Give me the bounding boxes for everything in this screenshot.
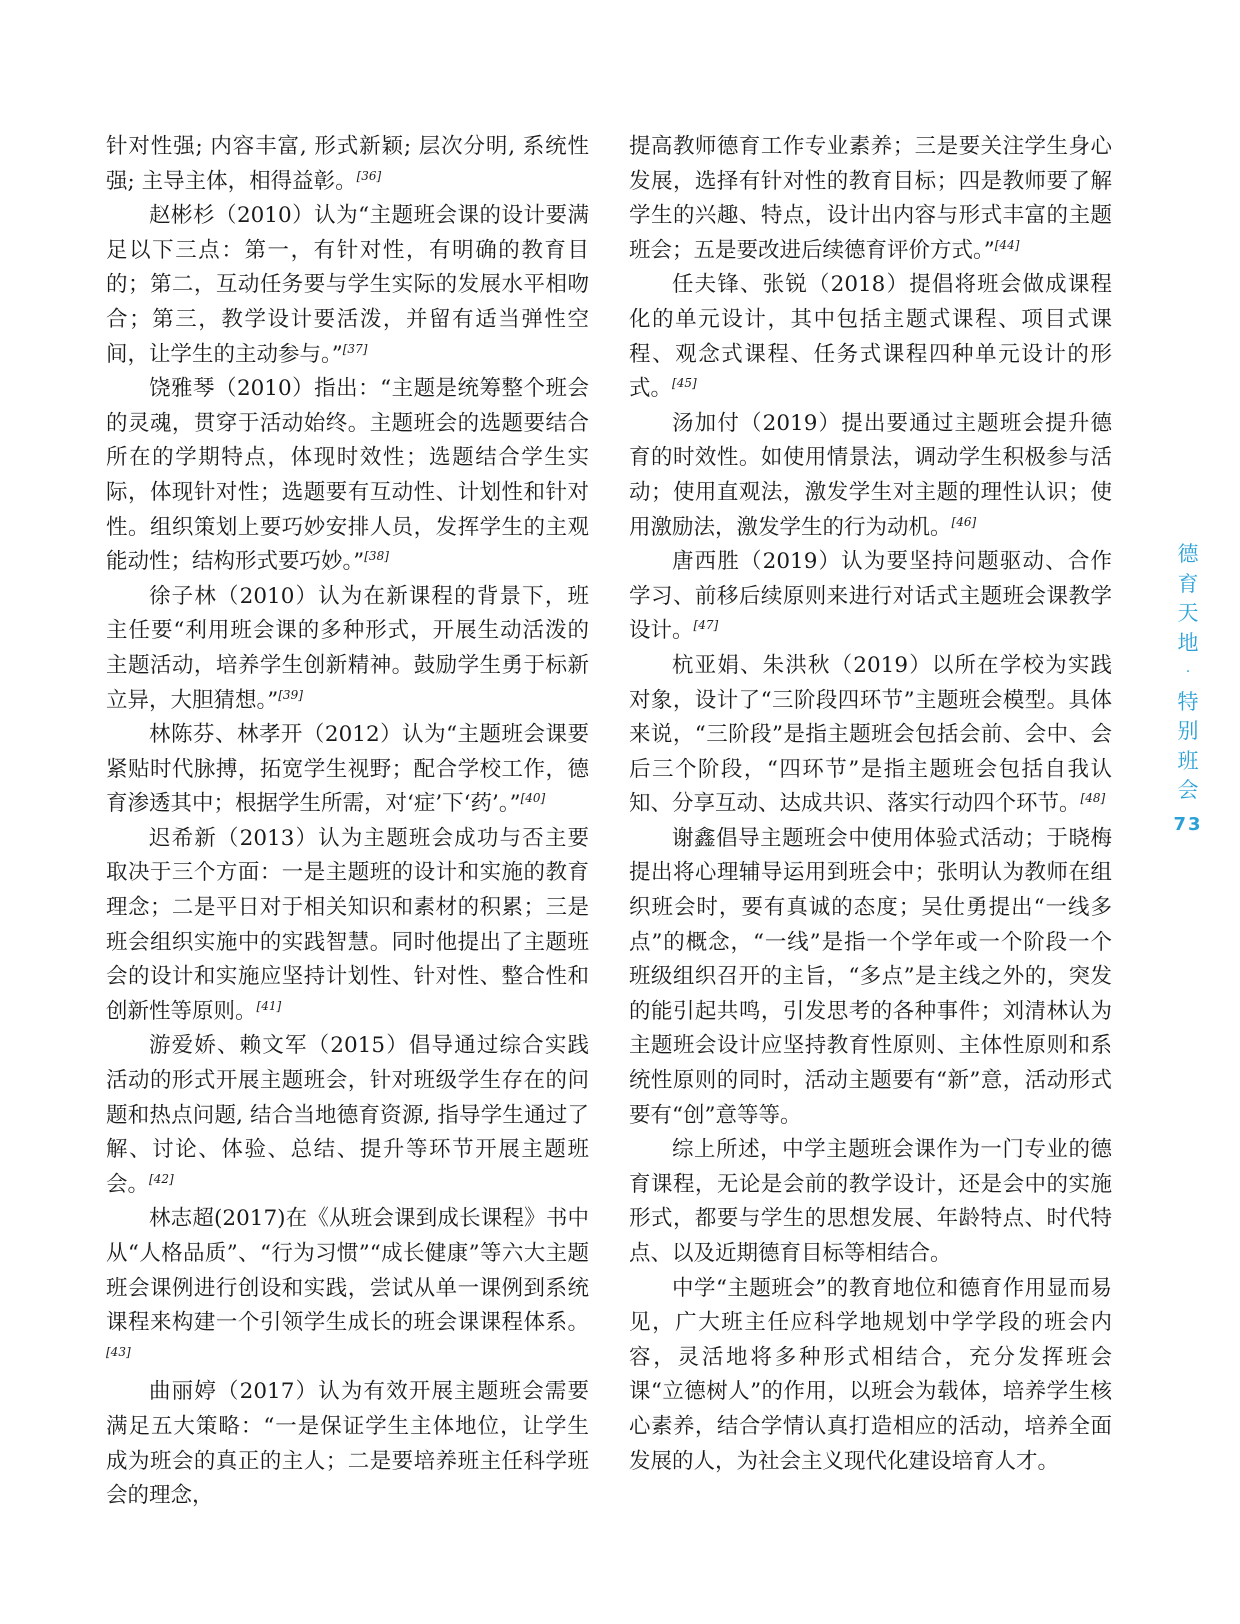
paragraph-text: 任夫锋、张锐（2018）提倡将班会做成课程化的单元设计，其中包括主题式课程、项目式课程、观念式课程、任务式课程四种单元设计的形式。 — [629, 272, 1112, 402]
paragraph-text: 杭亚娟、朱洪秋（2019）以所在学校为实践对象，设计了“三阶段四环节”主题班会模型。具体来说，“三阶段”是指主题班会包括会前、会中、会后三个阶段，“四环节”是指主题班会包括自我认知、分享互动、达成共识、落实行动四个环节。 — [629, 652, 1112, 817]
paragraph-text: 徐子林（2010）认为在新课程的背景下，班主任要“利用班会课的多种形式，开展生动活泼的主题活动，培养学生创新精神。鼓励学生勇于标新立异，大胆猜想。” — [106, 583, 589, 713]
paragraph-text: 综上所述，中学主题班会课作为一门专业的德育课程，无论是会前的教学设计，还是会中的实施形式，都要与学生的思想发展、年龄特点、时代特点、以及近期德育目标等相结合。 — [629, 1137, 1112, 1266]
citation-ref: [38] — [364, 549, 389, 564]
left-paragraph — [106, 580, 589, 718]
section-side-label — [1168, 540, 1208, 835]
right-paragraph — [629, 822, 1112, 1133]
citation-ref: [45] — [672, 376, 697, 391]
right-paragraph — [629, 407, 1112, 545]
paragraph-text: 针对性强; 内容丰富, 形式新颖; 层次分明, 系统性强; 主导主体，相得益彰。 — [106, 134, 589, 194]
right-paragraph — [629, 545, 1112, 649]
citation-ref: [42] — [149, 1171, 174, 1186]
left-paragraph — [106, 1375, 589, 1513]
paragraph-text: 迟希新（2013）认为主题班会成功与否主要取决于三个方面：一是主题班的设计和实施的教育理念；二是平日对于相关知识和素材的积累；三是班会组织实施中的实践智慧。同时他提出了主题班会的设计和实施应坚持计划性、针对性、整合性和创新性等原则。 — [106, 825, 589, 1024]
section-title-vertical — [1168, 540, 1208, 806]
right-paragraph — [629, 1272, 1112, 1480]
left-paragraph — [106, 1029, 589, 1202]
paragraph-text: 赵彬杉（2010）认为“主题班会课的设计要满足以下三点：第一，有针对性，有明确的教育目的；第二，互动任务要与学生实际的发展水平相吻合；第三，教学设计要活泼，并留有适当弹性空间，让学生的主动参与。” — [106, 203, 589, 367]
section-title-char: 会 — [1177, 778, 1199, 802]
paragraph-text: 唐西胜（2019）认为要坚持问题驱动、合作学习、前移后续原则来进行对话式主题班会课教学设计。 — [629, 549, 1112, 644]
paragraph-text: 谢鑫倡导主题班会中使用体验式活动；于晓梅提出将心理辅导运用到班会中；张明认为教师在组织班会时，要有真诚的态度；吴仕勇提出“一线多点”的概念，“一线”是指一个学年或一个阶段一个班级组织召开的主旨，“多点”是主线之外的，突发的能引起共鸣，引发思考的各种事件；刘清林认为主题班会设计应坚持教育性原则、主体性原则和系统性原则的同时，活动主题要有“新”意，活动形式要有“创”意等等。 — [629, 825, 1112, 1128]
section-title-char: 特 — [1177, 689, 1199, 714]
section-title-char: · — [1185, 664, 1191, 680]
section-title-char: 别 — [1177, 719, 1199, 743]
paragraph-text: 汤加付（2019）提出要通过主题班会提升德育的时效性。如使用情景法，调动学生积极参与活动；使用直观法，激发学生对主题的理性认识；使用激励法，激发学生的行为动机。 — [629, 410, 1112, 540]
citation-ref: [43] — [106, 1344, 131, 1359]
citation-ref: [46] — [951, 514, 977, 529]
citation-ref: [41] — [256, 998, 282, 1013]
paragraph-text: 曲丽婷（2017）认为有效开展主题班会需要满足五大策略：“一是保证学生主体地位，让学生成为班会的真正的主人；二是要培养班主任科学班会的理念， — [106, 1379, 589, 1509]
left-paragraph — [106, 130, 589, 199]
citation-ref: [40] — [520, 791, 546, 806]
citation-ref: [36] — [356, 168, 382, 183]
citation-ref: [47] — [693, 618, 719, 633]
right-column — [629, 130, 1112, 1479]
paragraph-text: 中学“主题班会”的教育地位和德育作用显而易见，广大班主任应科学地规划中学学段的班会内容，灵活地将多种形式相结合，充分发挥班会课“立德树人”的作用，以班会为载体，培养学生核心素养，结合学情认真打造相应的活动，培养全面发展的人，为社会主义现代化建设培育人才。 — [629, 1275, 1112, 1474]
left-paragraph — [106, 718, 589, 822]
section-title-char: 天 — [1177, 601, 1199, 625]
left-paragraph — [106, 822, 589, 1030]
left-column — [106, 130, 589, 1514]
citation-ref: [39] — [278, 687, 303, 702]
section-title-char: 德 — [1177, 542, 1199, 566]
left-paragraph — [106, 199, 589, 372]
citation-ref: [48] — [1080, 791, 1106, 806]
right-paragraph — [629, 649, 1112, 822]
paragraph-text: 饶雅琴（2010）指出：“主题是统筹整个班会的灵魂，贯穿于活动始终。主题班会的选题要结合所在的学期特点，体现时效性；选题结合学生实际，体现针对性；选题要有互动性、计划性和针对性。组织策划上要巧妙安排人员，发挥学生的主观能动性；结构形式要巧妙。” — [106, 376, 589, 575]
left-paragraph — [106, 372, 589, 580]
section-title-char: 育 — [1177, 571, 1199, 596]
citation-ref: [44] — [994, 237, 1020, 252]
paragraph-text: 游爱娇、赖文军（2015）倡导通过综合实践活动的形式开展主题班会，针对班级学生存在的问题和热点问题, 结合当地德育资源, 指导学生通过了解、讨论、体验、总结、提升等环节开展主题班会。 — [106, 1033, 589, 1197]
section-title-char: 地 — [1177, 630, 1199, 655]
citation-ref: [37] — [342, 341, 368, 356]
right-paragraph — [629, 130, 1112, 268]
paragraph-text: 林志超(2017)在《从班会课到成长课程》书中从“人格品质”、“行为习惯”“成长健康”等六大主题班会课例进行创设和实践，尝试从单一课例到系统课程来构建一个引领学生成长的班会课课程体系。 — [106, 1206, 589, 1336]
paragraph-text: 林陈芬、林孝开（2012）认为“主题班会课要紧贴时代脉搏，拓宽学生视野；配合学校工作，德育渗透其中；根据学生所需，对‘症’下‘药’。” — [106, 722, 589, 817]
section-title-char: 班 — [1177, 748, 1199, 773]
right-paragraph — [629, 1133, 1112, 1271]
right-paragraph — [629, 268, 1112, 406]
left-paragraph — [106, 1202, 589, 1375]
page-number: 73 — [1173, 813, 1203, 835]
paragraph-text: 提高教师德育工作专业素养；三是要关注学生身心发展，选择有针对性的教育目标；四是教师要了解学生的兴趣、特点，设计出内容与形式丰富的主题班会；五是要改进后续德育评价方式。” — [629, 134, 1112, 263]
